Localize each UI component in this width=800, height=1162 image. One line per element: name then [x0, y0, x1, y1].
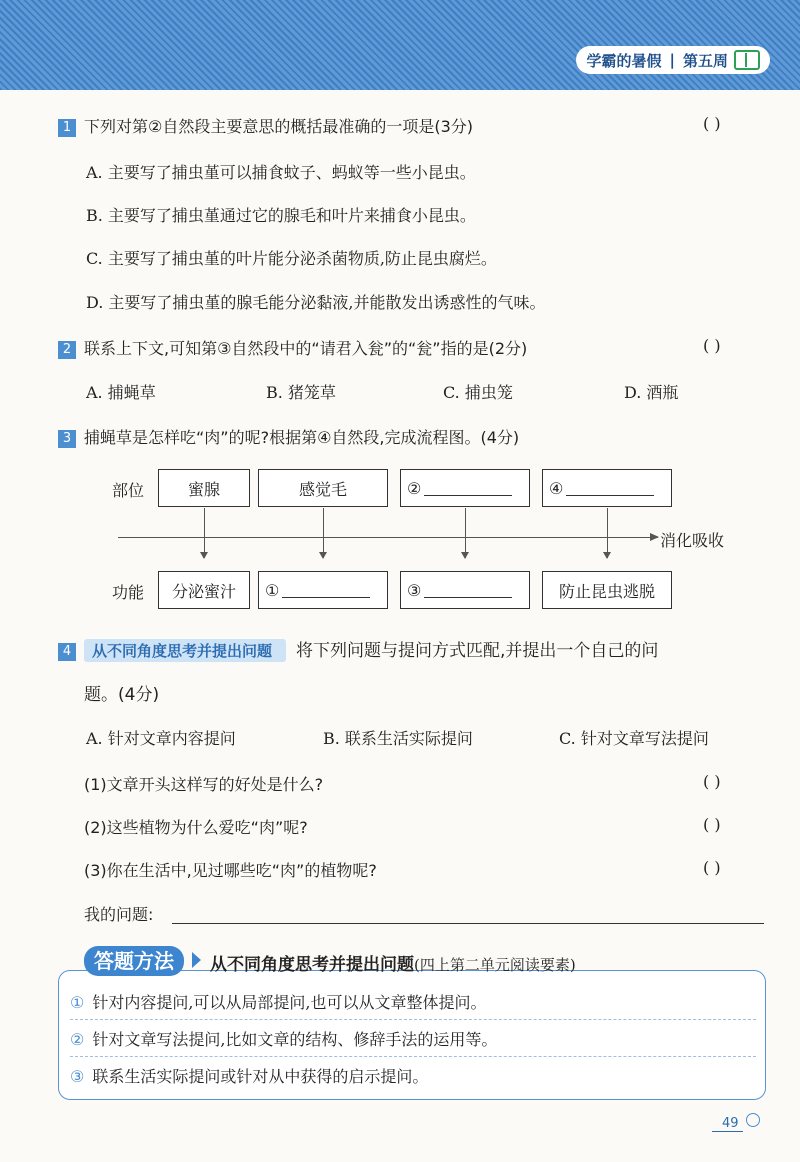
- flow-axis: [118, 537, 658, 538]
- q3-number: 3: [58, 430, 76, 448]
- flow-func-1: 分泌蜜汁: [158, 571, 250, 609]
- method-tip-3: [70, 1064, 428, 1087]
- flow-part-2: 感觉毛: [258, 469, 388, 507]
- q3-stem-text: 捕蝇草是怎样吃“肉”的呢?根据第④自然段,完成流程图。(4分): [84, 428, 520, 447]
- q4-item-2: (2)这些植物为什么爱吃“肉”呢?: [84, 818, 308, 837]
- q1-option-d[interactable]: D. 主要写了捕虫堇的腺毛能分泌黏液,并能散发出诱惑性的气味。: [86, 293, 546, 312]
- q2-option-d[interactable]: D. 酒瓶: [624, 383, 679, 402]
- q4-number: 4: [58, 643, 76, 661]
- method-tip-3-text: 联系生活实际提问或针对从中获得的启示提问。: [92, 1067, 429, 1086]
- q1-number: 1: [58, 119, 76, 137]
- flow-part-1: 蜜腺: [158, 469, 250, 507]
- q1-option-c[interactable]: C. 主要写了捕虫堇的叶片能分泌杀菌物质,防止昆虫腐烂。: [86, 249, 497, 268]
- method-divider: [70, 1019, 756, 1020]
- q2-option-b[interactable]: B. 猪笼草: [266, 383, 336, 402]
- q2-answer-paren[interactable]: ( ): [703, 336, 721, 355]
- flow-part-3-mark: ②: [407, 478, 422, 498]
- q2-option-c[interactable]: C. 捕虫笼: [443, 383, 513, 402]
- q2-stem: [58, 336, 527, 359]
- flow-arrow-1: [204, 508, 205, 558]
- method-tip-1: [70, 990, 487, 1013]
- blank-underline: [424, 481, 512, 496]
- flow-arrow-4: [607, 508, 608, 558]
- q4-skill-tag: 从不同角度思考并提出问题: [84, 639, 286, 662]
- blank-underline: [424, 583, 512, 598]
- method-tip-1-text: 针对内容提问,可以从局部提问,也可以从文章整体提问。: [92, 993, 487, 1012]
- method-arrow-icon: [192, 952, 201, 968]
- flow-func-2-mark: ①: [265, 580, 280, 600]
- q4-item-2-paren[interactable]: ( ): [703, 815, 721, 834]
- week-label: 第五周: [682, 51, 728, 70]
- q4-option-c: C. 针对文章写法提问: [559, 729, 709, 748]
- flow-func-3-mark: ③: [407, 580, 422, 600]
- q3-stem: [58, 425, 519, 448]
- brand-label: 学霸的暑假: [586, 51, 662, 70]
- method-tip-3-mark: ③: [70, 1067, 85, 1086]
- flow-func-4: 防止昆虫逃脱: [542, 571, 672, 609]
- method-divider: [70, 1056, 756, 1057]
- flow-func-2-blank[interactable]: [258, 571, 388, 609]
- sun-icon: [746, 1113, 760, 1127]
- header-separator: |: [669, 51, 675, 69]
- my-question-answer-line[interactable]: [172, 923, 764, 924]
- q4-stem-line2: 题。(4分): [84, 685, 160, 705]
- q4-item-3: (3)你在生活中,见过哪些吃“肉”的植物呢?: [84, 861, 377, 880]
- flow-part-4-mark: ④: [549, 478, 564, 498]
- blank-underline: [282, 583, 370, 598]
- q4-option-b: B. 联系生活实际提问: [323, 729, 473, 748]
- flow-end-label: 消化吸收: [660, 531, 725, 550]
- q2-option-a[interactable]: A. 捕蝇草: [86, 383, 156, 402]
- method-tip-2: [70, 1027, 497, 1050]
- my-question-label: 我的问题:: [84, 905, 154, 924]
- q4-item-3-paren[interactable]: ( ): [703, 858, 721, 877]
- method-tip-1-mark: ①: [70, 993, 85, 1012]
- method-tip-2-mark: ②: [70, 1030, 85, 1049]
- q4-stem-text: 将下列问题与提问方式匹配,并提出一个自己的问: [296, 641, 659, 661]
- q4-item-1-paren[interactable]: ( ): [703, 772, 721, 791]
- method-subtitle: (四上第二单元阅读要素): [414, 956, 576, 974]
- q2-stem-text: 联系上下文,可知第③自然段中的“请君入瓮”的“瓮”指的是(2分): [84, 339, 528, 358]
- flow-row-label-functions: 功能: [112, 583, 145, 602]
- method-title-text: 从不同角度思考并提出问题: [210, 955, 414, 975]
- method-tip-2-text: 针对文章写法提问,比如文章的结构、修辞手法的运用等。: [92, 1030, 498, 1049]
- q2-number: 2: [58, 341, 76, 359]
- flow-arrow-2: [323, 508, 324, 558]
- q1-option-b[interactable]: B. 主要写了捕虫堇通过它的腺毛和叶片来捕食小昆虫。: [86, 206, 476, 225]
- flow-func-3-blank[interactable]: [400, 571, 530, 609]
- flow-axis-arrowhead: [650, 533, 659, 541]
- blank-underline: [566, 481, 654, 496]
- page-number: 49: [712, 1116, 743, 1132]
- header-tag: [576, 46, 770, 74]
- flow-part-3-blank[interactable]: [400, 469, 530, 507]
- q1-answer-paren[interactable]: ( ): [703, 114, 721, 133]
- q4-item-1: (1)文章开头这样写的好处是什么?: [84, 775, 324, 794]
- flow-part-4-blank[interactable]: [542, 469, 672, 507]
- q1-option-a[interactable]: A. 主要写了捕虫堇可以捕食蚊子、蚂蚁等一些小昆虫。: [86, 163, 476, 182]
- book-icon: [734, 50, 760, 70]
- q4-stem: [58, 636, 658, 662]
- q1-stem: [58, 114, 473, 137]
- header-banner: [0, 0, 800, 90]
- method-badge: 答题方法: [84, 946, 184, 976]
- flow-row-label-parts: 部位: [112, 481, 145, 500]
- q4-option-a: A. 针对文章内容提问: [86, 729, 236, 748]
- flow-arrow-3: [465, 508, 466, 558]
- q1-stem-text: 下列对第②自然段主要意思的概括最准确的一项是(3分): [84, 117, 474, 136]
- method-title: [210, 950, 576, 975]
